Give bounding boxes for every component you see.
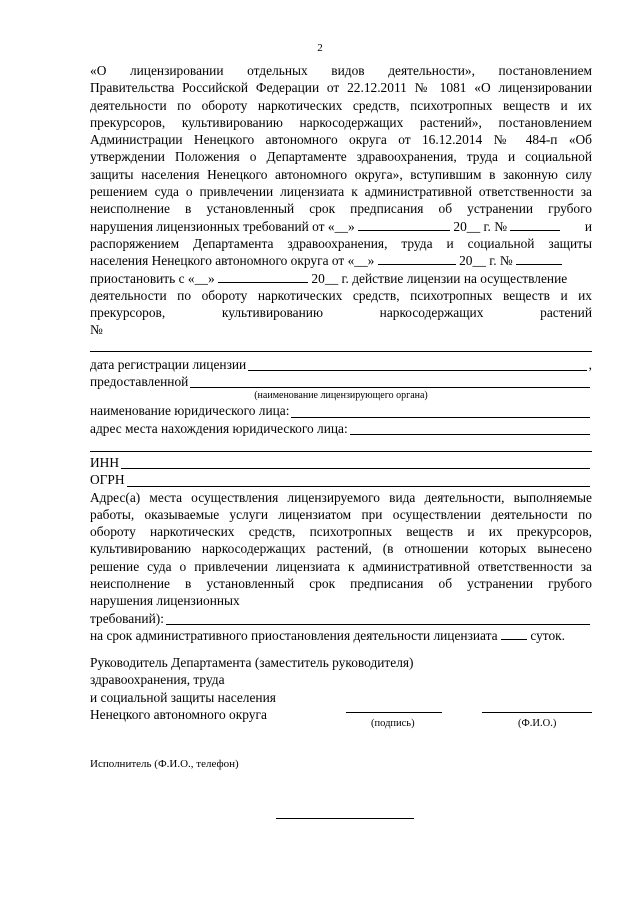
licensing-authority-field[interactable] bbox=[190, 374, 590, 388]
legal-name-field[interactable] bbox=[291, 404, 590, 418]
term-line: на срок административного приостановления деятельности лицензиата суток. bbox=[90, 627, 566, 643]
text-line: деятельности по обороту наркотических средств, психотропных веществ и их bbox=[90, 287, 592, 303]
text-line: работы, оказываемые услуги лицензиатом при осуществлении деятельности по bbox=[90, 506, 592, 522]
text-line: Правительства Российской Федерации от 22.12.2011 № 1081 «О лицензировании bbox=[90, 80, 592, 96]
suspend-date-blank[interactable] bbox=[218, 270, 308, 283]
suspend-line: приостановить с «__» 20__ г. действие лицензии на осуществление bbox=[90, 270, 568, 286]
violation-date-line: нарушения лицензионных требований от «__» 20__ г. № и bbox=[90, 218, 592, 234]
executor-label: Исполнитель (Ф.И.О., телефон) bbox=[90, 758, 239, 770]
text-line: распоряжением Департамента здравоохранения, труда и социальной защиты bbox=[90, 235, 592, 251]
order-date-blank[interactable] bbox=[378, 252, 456, 265]
inn-field[interactable] bbox=[121, 455, 590, 469]
text-line: нарушения лицензионных bbox=[90, 593, 240, 609]
text-line: неисполнение в установленный срок предписания об устранении грубого bbox=[90, 576, 592, 592]
ogrn-field[interactable] bbox=[127, 473, 590, 487]
activity-address-field[interactable] bbox=[166, 611, 590, 625]
bottom-separator-line bbox=[276, 818, 414, 819]
legal-address-extra-field[interactable] bbox=[90, 437, 592, 452]
text-line: защиты населения Ненецкого автономного округа», вступившим в законную силу bbox=[90, 166, 592, 182]
granted-row: предоставленной bbox=[90, 373, 592, 390]
text-line: «О лицензировании отдельных видов деятельности», постановлением bbox=[90, 63, 592, 78]
signature-field[interactable] bbox=[346, 712, 442, 713]
text-line: прекурсоров, культивированию наркосодержащих растений bbox=[90, 305, 592, 321]
text-line: решением суда о привлечении лицензиата к административной ответственности за bbox=[90, 184, 592, 200]
text-line: деятельности по обороту наркотических средств, психотропных веществ и их bbox=[90, 97, 592, 113]
legal-name-row: наименование юридического лица: bbox=[90, 402, 592, 419]
signatory-title: Руководитель Департамента (заместитель руководителя) здравоохранения, труда и социальной защиты населения Ненецкого автономного округа bbox=[90, 655, 414, 722]
license-number-label: № bbox=[90, 322, 103, 338]
text-line: прекурсоров, культивированию наркосодержащих растений», постановлением bbox=[90, 114, 592, 130]
requirements-row: требований): bbox=[90, 610, 592, 627]
license-date-row: дата регистрации лицензии , bbox=[90, 356, 592, 372]
population-line: населения Ненецкого автономного округа от «__» 20__ г. № bbox=[90, 252, 592, 269]
legal-address-row: адрес места нахождения юридического лица: bbox=[90, 420, 592, 437]
signature-caption: (подпись) bbox=[371, 718, 415, 729]
full-name-field[interactable] bbox=[482, 712, 592, 713]
order-number-blank[interactable] bbox=[516, 252, 562, 265]
violation-number-blank[interactable] bbox=[510, 218, 560, 231]
text-line: обороту наркотических средств, психотропных веществ и их прекурсоров, bbox=[90, 524, 592, 540]
text-line: Адрес(а) места осуществления лицензируемого вида деятельности, выполняемые bbox=[90, 489, 592, 505]
suspension-days-blank[interactable] bbox=[501, 627, 527, 640]
text-line: Администрации Ненецкого автономного округа от 16.12.2014 № 484-п «Об bbox=[90, 132, 592, 148]
license-date-field[interactable] bbox=[248, 357, 586, 371]
page-number: 2 bbox=[317, 42, 323, 54]
document-body bbox=[90, 62, 592, 644]
text-line: утверждении Положения о Департаменте здравоохранения, труда и социальной bbox=[90, 149, 592, 165]
text-line: неисполнение в установленный срок предписания об устранении грубого bbox=[90, 201, 592, 217]
full-name-caption: (Ф.И.О.) bbox=[518, 718, 557, 729]
text-line: решение суда о привлечении лицензиата к административной ответственности за bbox=[90, 558, 592, 574]
license-number-field[interactable] bbox=[90, 335, 592, 352]
violation-date-blank[interactable] bbox=[358, 218, 450, 231]
licensing-authority-caption: (наименование лицензирующего органа) bbox=[254, 390, 428, 402]
legal-address-field[interactable] bbox=[350, 421, 590, 435]
ogrn-row: ОГРН bbox=[90, 471, 592, 488]
text-line: культивированию наркосодержащих растений, (в отношении которых вынесено bbox=[90, 541, 592, 557]
inn-row: ИНН bbox=[90, 454, 592, 471]
